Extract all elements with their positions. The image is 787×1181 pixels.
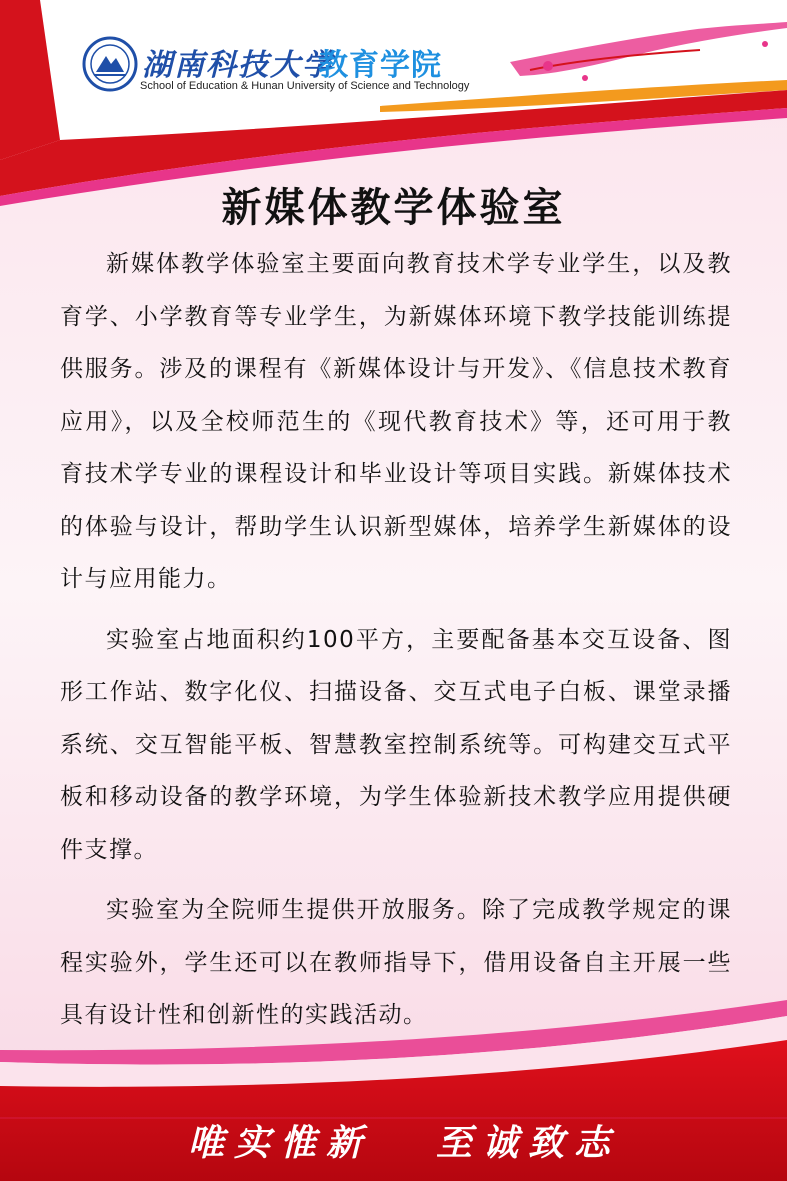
motto-right: 至诚致志 — [436, 1122, 621, 1164]
paragraph-2: 实验室占地面积约100平方，主要配备基本交互设备、图形工作站、数字化仪、扫描设备、交互式电子白板、课堂录播系统、交互智能平板、智慧教室控制系统等。可构建交互式平板和移动设备的教学环境，为学生体验新技术教学应用提供硬件支撑。 — [60, 626, 732, 863]
paragraph-1: 新媒体教学体验室主要面向教育技术学专业学生，以及教育学、小学教育等专业学生，为新媒体环境下教学技能训练提供服务。涉及的课程有《新媒体设计与开发》、《信息技术教育应用》，以及全校师范生的《现代教育技术》等，还可用于教育技术学专业的课程设计和毕业设计等项目实践。新媒体技术的体验与设计，帮助学生认识新型媒体，培养学生新媒体的设计与应用能力。 — [60, 251, 732, 592]
college-name-cn: 教育学院 — [318, 48, 442, 83]
motto-left: 唯实惟新 — [188, 1122, 373, 1164]
school-name-en: School of Education & Hunan University of Science and Technology — [140, 80, 470, 92]
school-name-cn: 湖南科技大学 — [142, 48, 334, 83]
university-seal-icon — [82, 36, 138, 92]
paragraph-3: 实验室为全院师生提供开放服务。除了完成教学规定的课程实验外，学生还可以在教师指导下，借用设备自主开展一些具有设计性和创新性的实践活动。 — [60, 897, 732, 1028]
page-title: 新媒体教学体验室 — [221, 185, 566, 231]
body-text — [60, 238, 732, 1050]
